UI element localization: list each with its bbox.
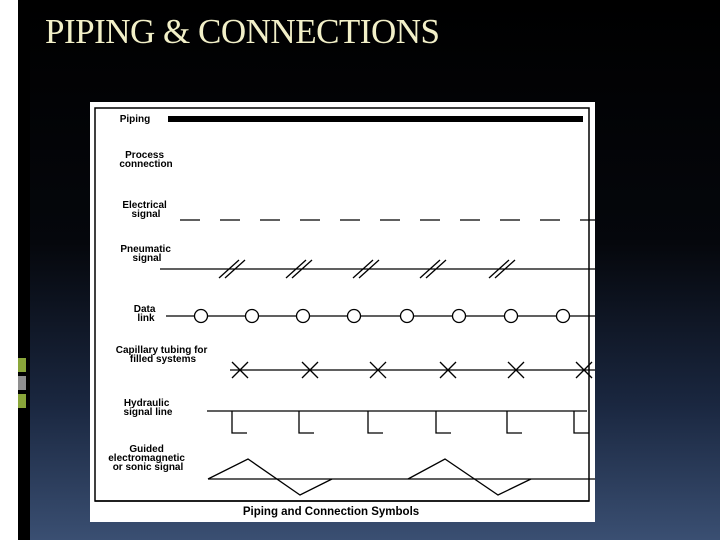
strip-dark-block	[18, 52, 30, 82]
data-link-circle	[453, 310, 466, 323]
hydraulic-l-mark	[299, 411, 314, 433]
label-pneumatic-signal: Pneumatic signal	[120, 244, 171, 264]
hydraulic-l-mark	[232, 411, 247, 433]
guided-wave-1	[208, 459, 332, 495]
accent-green-bar-2	[18, 394, 26, 408]
left-decoration-strip	[0, 0, 30, 540]
symbol-guided-signal	[208, 459, 595, 495]
strip-dark-block-top	[18, 0, 30, 52]
piping-symbols-diagram	[90, 102, 595, 522]
label-hydraulic-signal-line: Hydraulic signal line	[123, 398, 173, 418]
data-link-circle	[348, 310, 361, 323]
symbol-capillary-tubing	[230, 362, 595, 378]
label-capillary-tubing: Capillary tubing for filled systems	[115, 345, 208, 365]
symbol-pneumatic-signal	[160, 260, 595, 278]
label-piping: Piping	[119, 114, 151, 125]
label-data-link: Data link	[133, 304, 156, 324]
label-electrical-signal: Electrical signal	[122, 200, 167, 220]
symbol-data-link	[166, 310, 595, 323]
data-link-circle	[246, 310, 259, 323]
hydraulic-l-mark	[436, 411, 451, 433]
strip-dark-block-lower	[18, 82, 30, 540]
data-link-circle	[557, 310, 570, 323]
piping-symbols-figure	[90, 102, 595, 522]
hydraulic-l-mark	[368, 411, 383, 433]
data-link-circle	[195, 310, 208, 323]
figure-caption: Piping and Connection Symbols	[242, 506, 420, 518]
data-link-circle	[505, 310, 518, 323]
hydraulic-l-mark	[574, 411, 589, 433]
guided-wave-2	[408, 459, 531, 495]
data-link-circle	[401, 310, 414, 323]
hydraulic-l-mark	[507, 411, 522, 433]
accent-green-bar	[18, 358, 26, 372]
label-guided-signal: Guided electromagnetic or sonic signal	[108, 444, 185, 473]
row-labels	[108, 114, 210, 473]
accent-gray-bar	[18, 376, 26, 390]
symbol-hydraulic-signal	[207, 411, 589, 433]
data-link-circle	[297, 310, 310, 323]
slide-title: PIPING & CONNECTIONS	[45, 12, 440, 51]
label-process-connection: Process connection	[119, 150, 173, 170]
